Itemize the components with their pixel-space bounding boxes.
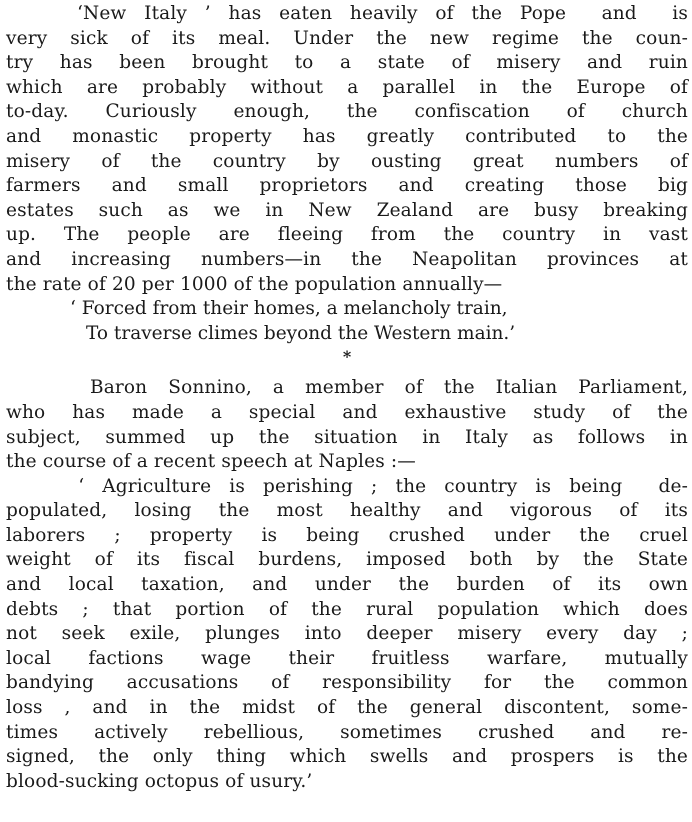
text-line: very sick of its meal. Under the new regime the coun- [6, 27, 688, 49]
text-line: which are probably without a parallel in the Europe of [6, 76, 688, 98]
verse-quotation [6, 297, 688, 346]
section-separator: * [342, 347, 352, 367]
text-line: and monastic property has greatly contributed to the [6, 125, 688, 147]
text-line: and local taxation, and under the burden of its own [6, 574, 688, 596]
text-line: Baron Sonnino, a member of the Italian Parliament, [6, 377, 688, 399]
text-line: times actively rebellious, sometimes crushed and re- [6, 721, 688, 743]
text-line: try has been brought to a state of misery and ruin [6, 52, 688, 74]
text-line: up. The people are fleeing from the country in vast [6, 224, 688, 246]
text-line: to-day. Curiously enough, the confiscation of church [6, 101, 688, 123]
text-line: signed, the only thing which swells and prospers is the [6, 746, 688, 768]
text-line: farmers and small proprietors and creating those big [6, 175, 688, 197]
text-line: not seek exile, plunges into deeper misery every day ; [6, 623, 688, 645]
text-line: ‘ Agriculture is perishing ; the country is being de- [6, 475, 688, 497]
text-line: the course of a recent speech at Naples :— [6, 451, 416, 473]
paragraph-baron-sonnino [6, 376, 688, 474]
text-line: blood-sucking octopus of usury.’ [6, 770, 313, 792]
text-line: populated, losing the most healthy and vigorous of its [6, 500, 688, 522]
text-line: subject, summed up the situation in Italy as follows in [6, 426, 688, 448]
text-line: and increasing numbers—in the Neapolitan provinces at [6, 248, 688, 270]
spacer [6, 368, 688, 376]
paragraph-new-italy [6, 2, 688, 297]
verse-line: To traverse climes beyond the Western main.’ [86, 322, 516, 344]
verse-line: ‘ Forced from their homes, a melancholy train, [70, 298, 508, 320]
text-line: loss , and in the midst of the general discontent, some- [6, 697, 688, 719]
newspaper-article [6, 2, 688, 794]
text-line: misery of the country by ousting great numbers of [6, 150, 688, 172]
text-line: estates such as we in New Zealand are busy breaking [6, 199, 688, 221]
text-line: weight of its fiscal burdens, imposed both by the State [6, 549, 688, 571]
text-line: laborers ; property is being crushed under the cruel [6, 524, 688, 546]
text-line: ‘New Italy ’ has eaten heavily of the Pope and is [6, 3, 688, 24]
text-line: debts ; that portion of the rural population which does [6, 598, 688, 620]
text-line: local factions wage their fruitless warfare, mutually [6, 647, 688, 669]
text-line: who has made a special and exhaustive study of the [6, 401, 688, 423]
text-line: the rate of 20 per 1000 of the population annually— [6, 273, 503, 295]
text-line: bandying accusations of responsibility for the common [6, 672, 688, 694]
paragraph-quote-agriculture [6, 475, 688, 795]
